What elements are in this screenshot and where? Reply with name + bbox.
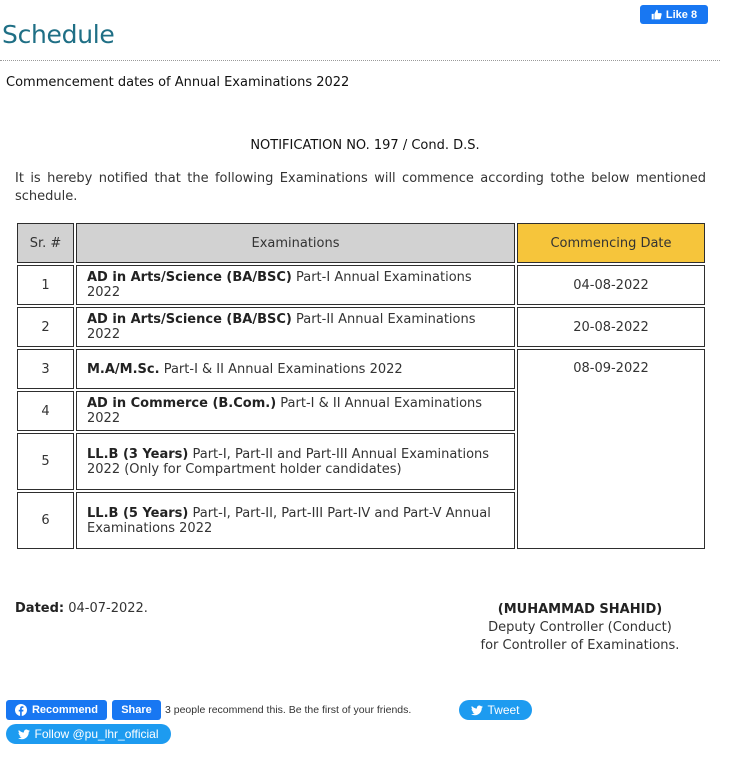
tweet-button[interactable] bbox=[459, 700, 532, 720]
row-examination bbox=[76, 307, 515, 347]
exam-program: M.A/M.Sc. bbox=[87, 361, 160, 377]
row-examination bbox=[76, 433, 515, 490]
row-sr: 5 bbox=[17, 433, 74, 490]
exam-program: AD in Arts/Science (BA/BSC) bbox=[87, 312, 292, 327]
exam-detail: Part-I Annual Examinations 2022 bbox=[87, 270, 472, 300]
row-sr: 2 bbox=[17, 307, 74, 347]
divider bbox=[0, 60, 720, 61]
recommend-label: Recommend bbox=[31, 704, 99, 716]
facebook-like-button[interactable] bbox=[640, 5, 708, 24]
thumbs-up-icon bbox=[651, 9, 662, 20]
header-sr: Sr. # bbox=[17, 223, 74, 263]
follow-label: Follow @pu_lhr_official bbox=[34, 727, 159, 741]
signatory-name: (MUHAMMAD SHAHID) bbox=[497, 602, 663, 617]
header-examinations: Examinations bbox=[76, 223, 515, 263]
facebook-icon bbox=[15, 704, 27, 716]
row-examination bbox=[76, 265, 515, 305]
row-examination bbox=[76, 391, 515, 431]
row-date: 08-09-2022 bbox=[517, 349, 705, 549]
recommend-button[interactable] bbox=[6, 700, 107, 720]
notification-number: NOTIFICATION NO. 197 / Cond. D.S. bbox=[250, 138, 480, 153]
row-date: 04-08-2022 bbox=[517, 265, 705, 305]
signatory-for: for Controller of Examinations. bbox=[480, 638, 680, 653]
exam-program: AD in Arts/Science (BA/BSC) bbox=[87, 270, 292, 285]
exam-detail: Part-I, Part-II and Part-III Annual Examinations 2022 (Only for Compartment holder candidates) bbox=[87, 446, 490, 477]
document-subtitle: Commencement dates of Annual Examinations 2022 bbox=[6, 75, 350, 90]
page-title: Schedule bbox=[2, 19, 115, 49]
intro-paragraph: It is hereby notified that the following Examinations will commence according tothe below mentioned schedule. bbox=[15, 171, 706, 204]
exam-program: AD in Commerce (B.Com.) bbox=[87, 396, 277, 411]
recommend-count-text: 3 people recommend this. Be the first of your friends. bbox=[165, 704, 412, 716]
signatory-title: Deputy Controller (Conduct) bbox=[488, 620, 672, 635]
table-row bbox=[17, 349, 705, 389]
header-commencing-date: Commencing Date bbox=[517, 223, 705, 263]
like-label: Like 8 bbox=[665, 8, 698, 21]
follow-twitter-button[interactable] bbox=[6, 724, 171, 744]
tweet-label: Tweet bbox=[487, 703, 520, 717]
exam-program: LL.B (5 Years) bbox=[87, 505, 189, 521]
exam-program: LL.B (3 Years) bbox=[87, 446, 189, 462]
dated-label: Dated: bbox=[15, 601, 65, 616]
row-sr: 1 bbox=[17, 265, 74, 305]
row-examination bbox=[76, 492, 515, 549]
table-header-row bbox=[17, 223, 705, 263]
table-row bbox=[17, 307, 705, 347]
schedule-table bbox=[15, 221, 707, 551]
dated-line bbox=[15, 601, 148, 616]
exam-detail: Part-I & II Annual Examinations 2022 bbox=[159, 361, 403, 377]
signature-block bbox=[440, 601, 720, 655]
row-date: 20-08-2022 bbox=[517, 307, 705, 347]
exam-detail: Part-I, Part-II, Part-III Part-IV and Part-V Annual Examinations 2022 bbox=[87, 505, 491, 536]
row-sr: 3 bbox=[17, 349, 74, 389]
row-sr: 6 bbox=[17, 492, 74, 549]
table-row bbox=[17, 265, 705, 305]
row-sr: 4 bbox=[17, 391, 74, 431]
share-button[interactable]: Share bbox=[112, 700, 161, 720]
dated-value: 04-07-2022. bbox=[64, 601, 148, 616]
twitter-bird-icon bbox=[18, 729, 30, 740]
exam-detail: Part-I & II Annual Examinations 2022 bbox=[87, 396, 483, 426]
exam-detail: Part-II Annual Examinations 2022 bbox=[87, 312, 476, 342]
twitter-bird-icon bbox=[471, 705, 483, 716]
row-examination bbox=[76, 349, 515, 389]
